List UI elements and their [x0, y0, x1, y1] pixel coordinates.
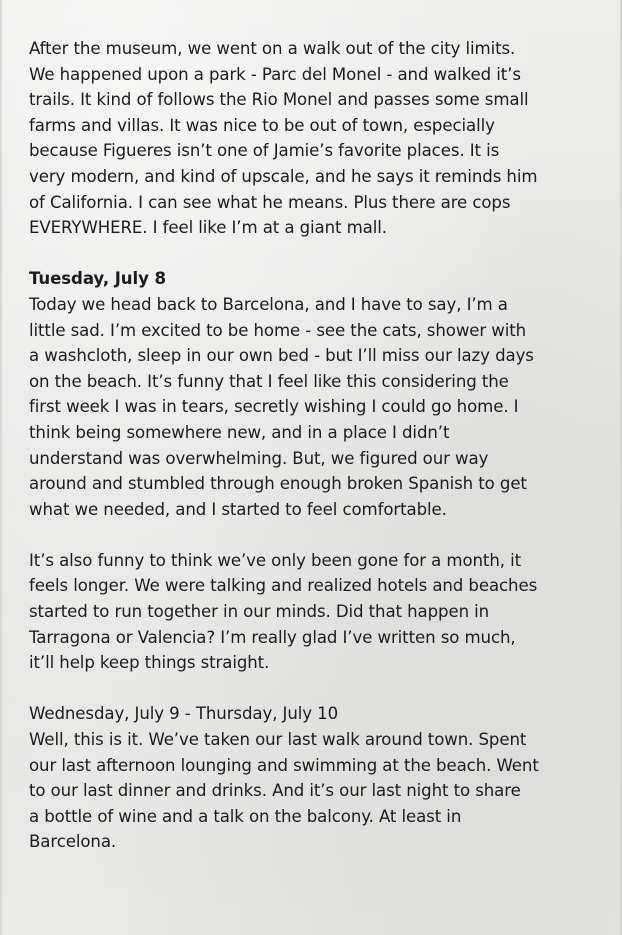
tuesday-paragraph-2: It’s also funny to think we’ve only been gone for a month, it feels longer. We were talking and realized hotels and beaches started to run together in our minds. Did that happen in Tarragona or Valencia? I’m really glad I’ve written so much, it’ll help keep things straight.	[29, 550, 538, 673]
museum-paragraph: After the museum, we went on a walk out of the city limits. We happened upon a park - Parc del Monel - and walked it’s trails. It kind of follows the Rio Monel and passes some small farms and villas. It was nice to be out of town, especially because Figueres isn’t one of Jamie’s favorite places. It is very modern, and kind of upscale, and he says it reminds him of California. I can see what he means. Plus there are cops EVERYWHERE. I feel like I’m at a giant mall.	[29, 39, 538, 238]
paragraph-gap	[29, 241, 600, 267]
tuesday-heading: Tuesday, July 8	[29, 269, 166, 289]
tuesday-paragraph-1: Today we head back to Barcelona, and I have to say, I’m a little sad. I’m excited to be home - see the cats, shower with a washcloth, sleep in our own bed - but I’ll miss our lazy days on the beach. It’s funny that I feel like this considering the first week I was in tears, secretly wishing I could go home. I think being somewhere new, and in a place I didn’t understand was overwhelming. But, we figured our way around and stumbled through enough broken Spanish to get what we needed, and I started to feel comfortable.	[29, 294, 534, 519]
paragraph-gap	[29, 522, 600, 548]
wednesday-heading: Wednesday, July 9 - Thursday, July 10	[29, 704, 339, 724]
paragraph-gap	[29, 676, 600, 702]
wednesday-paragraph: Well, this is it. We’ve taken our last walk around town. Spent our last afternoon lounging and swimming at the beach. Went to our last dinner and drinks. And it’s our last night to share a bottle of wine and a talk on the balcony. At least in Barcelona.	[29, 730, 539, 852]
